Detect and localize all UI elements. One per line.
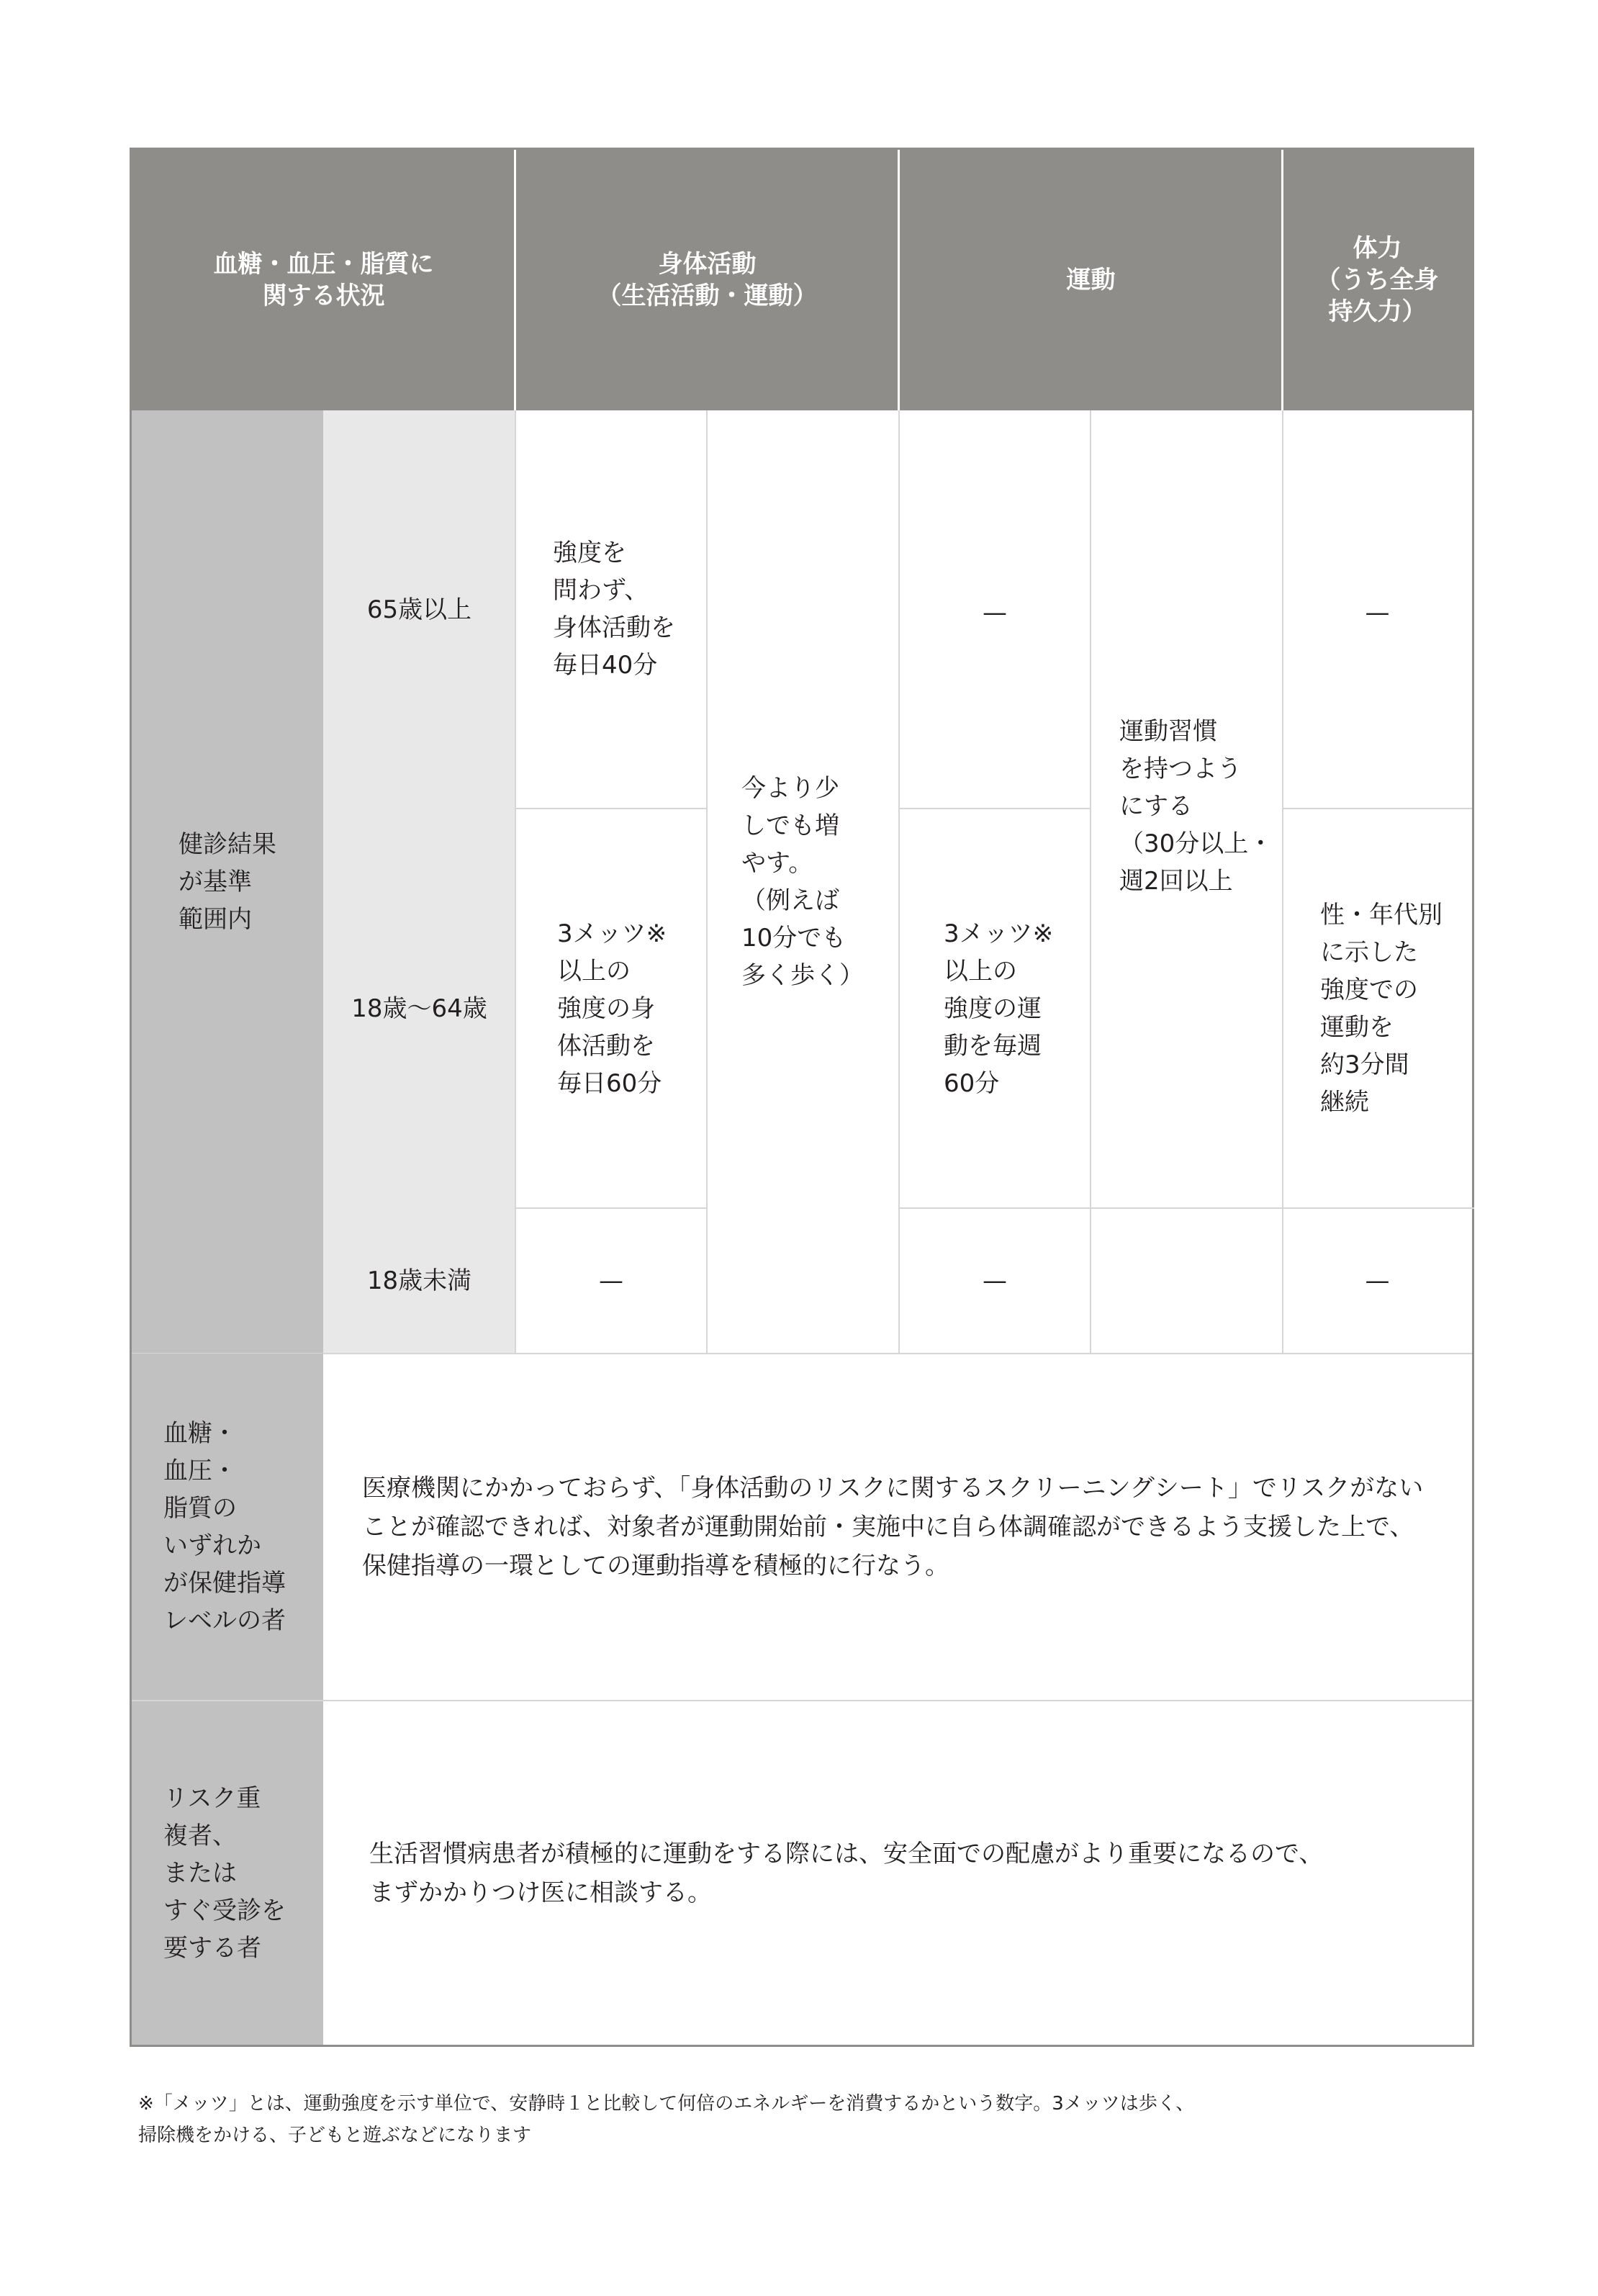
grid-line <box>706 410 708 1354</box>
row-label-normal-range: 健診結果 が基準 範囲内 <box>132 410 323 1354</box>
grid-line <box>1282 410 1283 1354</box>
activity-guideline-table <box>130 148 1474 2047</box>
activity-common: 今より少 しでも増 やす。 （例えば 10分でも 多く歩く） <box>707 410 899 1354</box>
grid-line <box>515 808 707 809</box>
age-under-18: 18歳未満 <box>323 1208 515 1354</box>
grid-line <box>898 410 900 1354</box>
grid-line <box>1283 808 1472 809</box>
exercise-under-18: — <box>899 1208 1091 1354</box>
header-status: 血糖・血圧・脂質に 関する状況 <box>132 150 515 410</box>
header-divider <box>1281 150 1283 410</box>
activity-18-64: 3メッツ※ 以上の 強度の身 体活動を 毎日60分 <box>515 809 707 1208</box>
grid-line <box>515 1207 707 1209</box>
risk-text: 生活習慣病患者が積極的に運動をする際には、安全面での配慮がより重要になるので、 まずかかりつけ医に相談する。 <box>369 1839 1324 1907</box>
row-label-high-risk: リスク重 複者、 または すぐ受診を 要する者 <box>132 1701 323 2045</box>
grid-line <box>1090 410 1091 1354</box>
guidance-text: 医療機関にかかっておらず、「身体活動のリスクに関するスクリーニングシート」でリスクがない ことが確認できれば、対象者が運動開始前・実施中に自ら体調確認ができるよう支援した上で、 保健指導の一環としての運動指導を積極的に行なう。 <box>362 1474 1424 1580</box>
header-exercise: 運動 <box>899 150 1283 410</box>
header-fitness: 体力 （うち全身 持久力） <box>1283 150 1472 410</box>
grid-line <box>899 1207 1474 1209</box>
activity-65-plus: 強度を 問わず、 身体活動を 毎日40分 <box>515 410 707 809</box>
header-physical-activity: 身体活動 （生活活動・運動） <box>515 150 899 410</box>
exercise-65-plus: — <box>899 410 1091 809</box>
age-65-plus: 65歳以上 <box>323 410 515 809</box>
grid-line <box>515 410 516 1354</box>
exercise-habit: 運動習慣 を持つよう にする （30分以上・ 週2回以上 <box>1091 410 1283 1208</box>
exercise-habit-empty <box>1091 1208 1283 1354</box>
grid-line <box>899 808 1091 809</box>
footnote: ※「メッツ」とは、運動強度を示す単位で、安静時１と比較して何倍のエネルギーを消費するかという数字。3メッツは歩く、 掃除機をかける、子どもと遊ぶなどになります <box>138 2093 1195 2146</box>
header-divider <box>898 150 900 410</box>
exercise-18-64: 3メッツ※ 以上の 強度の運 動を毎週 60分 <box>899 809 1091 1208</box>
row-label-guidance-level: 血糖・ 血圧・ 脂質の いずれか が保健指導 レベルの者 <box>132 1354 323 1701</box>
fitness-under-18: — <box>1283 1208 1472 1354</box>
activity-under-18: — <box>515 1208 707 1354</box>
fitness-18-64: 性・年代別 に示した 強度での 運動を 約3分間 継続 <box>1283 809 1472 1208</box>
header-divider <box>514 150 516 410</box>
fitness-65-plus: — <box>1283 410 1472 809</box>
age-18-64: 18歳〜64歳 <box>323 809 515 1208</box>
